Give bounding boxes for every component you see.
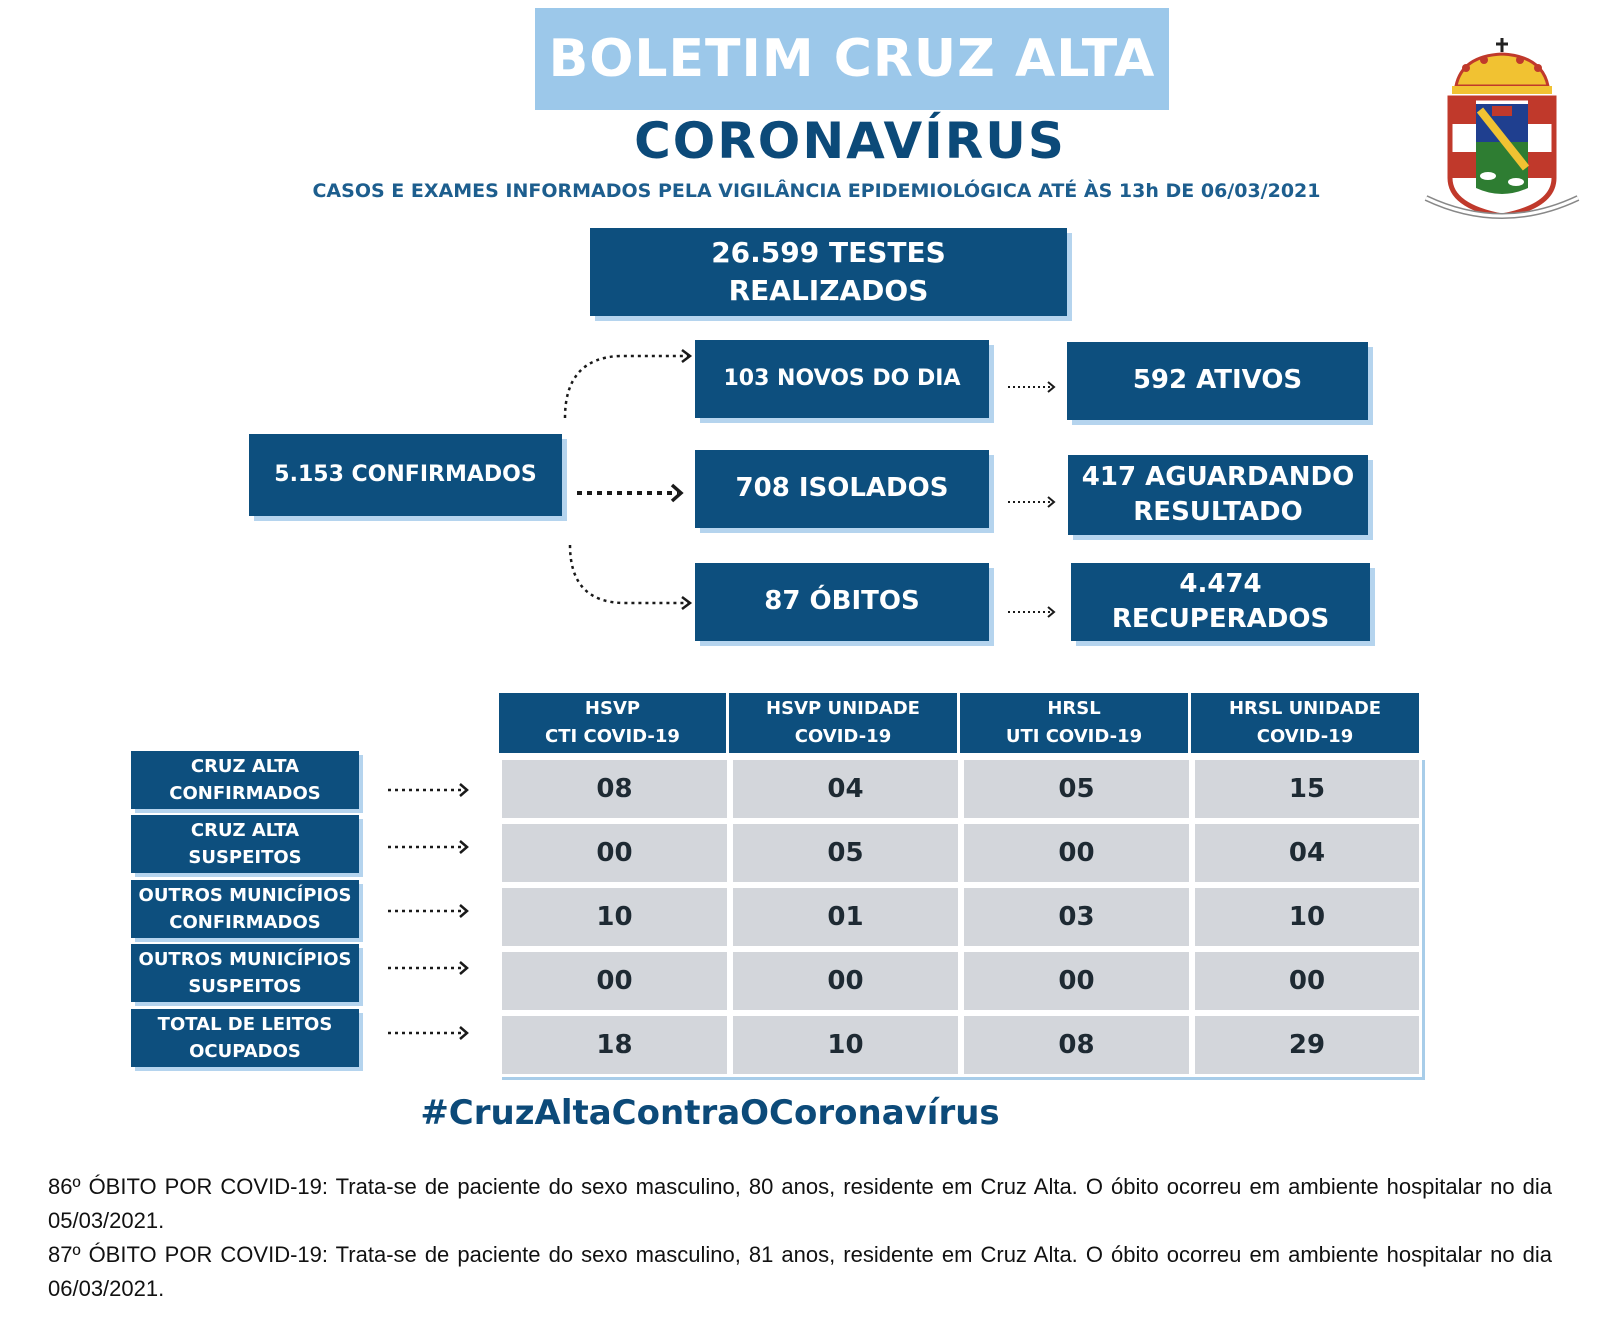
row-label-outros-confirmados: [131, 880, 359, 938]
column-header-line2: UTI COVID-19: [1005, 726, 1143, 747]
awaiting-line1: 417 AGUARDANDO: [1081, 461, 1355, 492]
column-header-line1: HRSL UNIDADE: [1228, 698, 1382, 719]
banner-title: BOLETIM CRUZ ALTA: [548, 29, 1156, 89]
row-label-line2: OCUPADOS: [189, 1041, 301, 1062]
note-paragraph: 87º ÓBITO POR COVID-19: Trata-se de paciente do sexo masculino, 81 anos, residente em Cruz Alta. O óbito ocorreu em ambiente hospitalar no dia 06/03/2021.: [48, 1242, 1552, 1301]
table-cell: 03: [961, 885, 1192, 949]
column-header-hrsl-unidade: [1191, 693, 1419, 753]
table-cell: 05: [730, 821, 961, 885]
row-label-cruz-alta-confirmados: [131, 751, 359, 809]
row-label-line2: SUSPEITOS: [188, 976, 302, 997]
column-header-line1: HRSL: [1047, 698, 1101, 719]
row-label-line1: CRUZ ALTA: [190, 756, 300, 777]
table-cell: 00: [1192, 949, 1422, 1013]
awaiting-line2: RESULTADO: [1133, 497, 1303, 527]
row-label-line1: CRUZ ALTA: [190, 820, 300, 841]
table-cell: 00: [961, 949, 1192, 1013]
table-cell: 18: [499, 1013, 730, 1077]
note-paragraph: 86º ÓBITO POR COVID-19: Trata-se de paciente do sexo masculino, 80 anos, residente em Cruz Alta. O óbito ocorreu em ambiente hospitalar no dia 05/03/2021.: [48, 1174, 1552, 1233]
table-cell: 15: [1192, 757, 1422, 821]
table-cell: 00: [961, 821, 1192, 885]
column-header-line2: CTI COVID-19: [545, 726, 680, 747]
tests-line1: 26.599 TESTES: [711, 236, 946, 270]
column-header-line1: HSVP: [584, 698, 641, 719]
new-today-box: 103 NOVOS DO DIA: [695, 340, 989, 418]
active-box: 592 ATIVOS: [1067, 342, 1368, 420]
table-cell: 00: [499, 821, 730, 885]
column-header-hsvp-unidade: [729, 693, 960, 753]
row-label-line2: CONFIRMADOS: [169, 783, 321, 804]
tests-line2: REALIZADOS: [728, 274, 929, 307]
hashtag: #CruzAltaContraOCoronavírus: [420, 1093, 1000, 1133]
row-label-line2: CONFIRMADOS: [169, 912, 321, 933]
table-cell: 01: [730, 885, 961, 949]
isolated-box: 708 ISOLADOS: [695, 450, 989, 528]
table-cell: 00: [730, 949, 961, 1013]
row-label-line2: SUSPEITOS: [188, 847, 302, 868]
column-header-hrsl-uti: [960, 693, 1191, 753]
column-header-line2: COVID-19: [794, 726, 892, 747]
table-cell: 05: [961, 757, 1192, 821]
table-cell: 10: [730, 1013, 961, 1077]
row-label-line1: OUTROS MUNICÍPIOS: [138, 949, 352, 970]
table-cell: 10: [499, 885, 730, 949]
column-header-line1: HSVP UNIDADE: [766, 698, 920, 719]
row-label-cruz-alta-suspeitos: [131, 815, 359, 873]
confirmed-box: 5.153 CONFIRMADOS: [249, 434, 562, 516]
table-cell: 10: [1192, 885, 1422, 949]
table-cell: 29: [1192, 1013, 1422, 1077]
row-label-total-leitos: [131, 1009, 359, 1067]
column-header-hsvp-cti: [499, 693, 729, 753]
table-cell: 04: [730, 757, 961, 821]
row-label-line1: TOTAL DE LEITOS: [157, 1014, 333, 1035]
death-notes: [48, 1170, 1552, 1306]
recovered-line1: 4.474: [1179, 568, 1262, 599]
row-label-line1: OUTROS MUNICÍPIOS: [138, 885, 352, 906]
page-title: CORONAVÍRUS: [634, 112, 1066, 170]
table-cell: 00: [499, 949, 730, 1013]
row-label-outros-suspeitos: [131, 944, 359, 1002]
column-header-line2: COVID-19: [1256, 726, 1354, 747]
table-cell: 08: [499, 757, 730, 821]
page-subtitle: CASOS E EXAMES INFORMADOS PELA VIGILÂNCIA EPIDEMIOLÓGICA ATÉ ÀS 13h DE 06/03/2021: [312, 180, 1321, 202]
table-cell: 08: [961, 1013, 1192, 1077]
recovered-line2: RECUPERADOS: [1111, 604, 1330, 634]
table-cell: 04: [1192, 821, 1422, 885]
deaths-box: 87 ÓBITOS: [695, 563, 989, 641]
